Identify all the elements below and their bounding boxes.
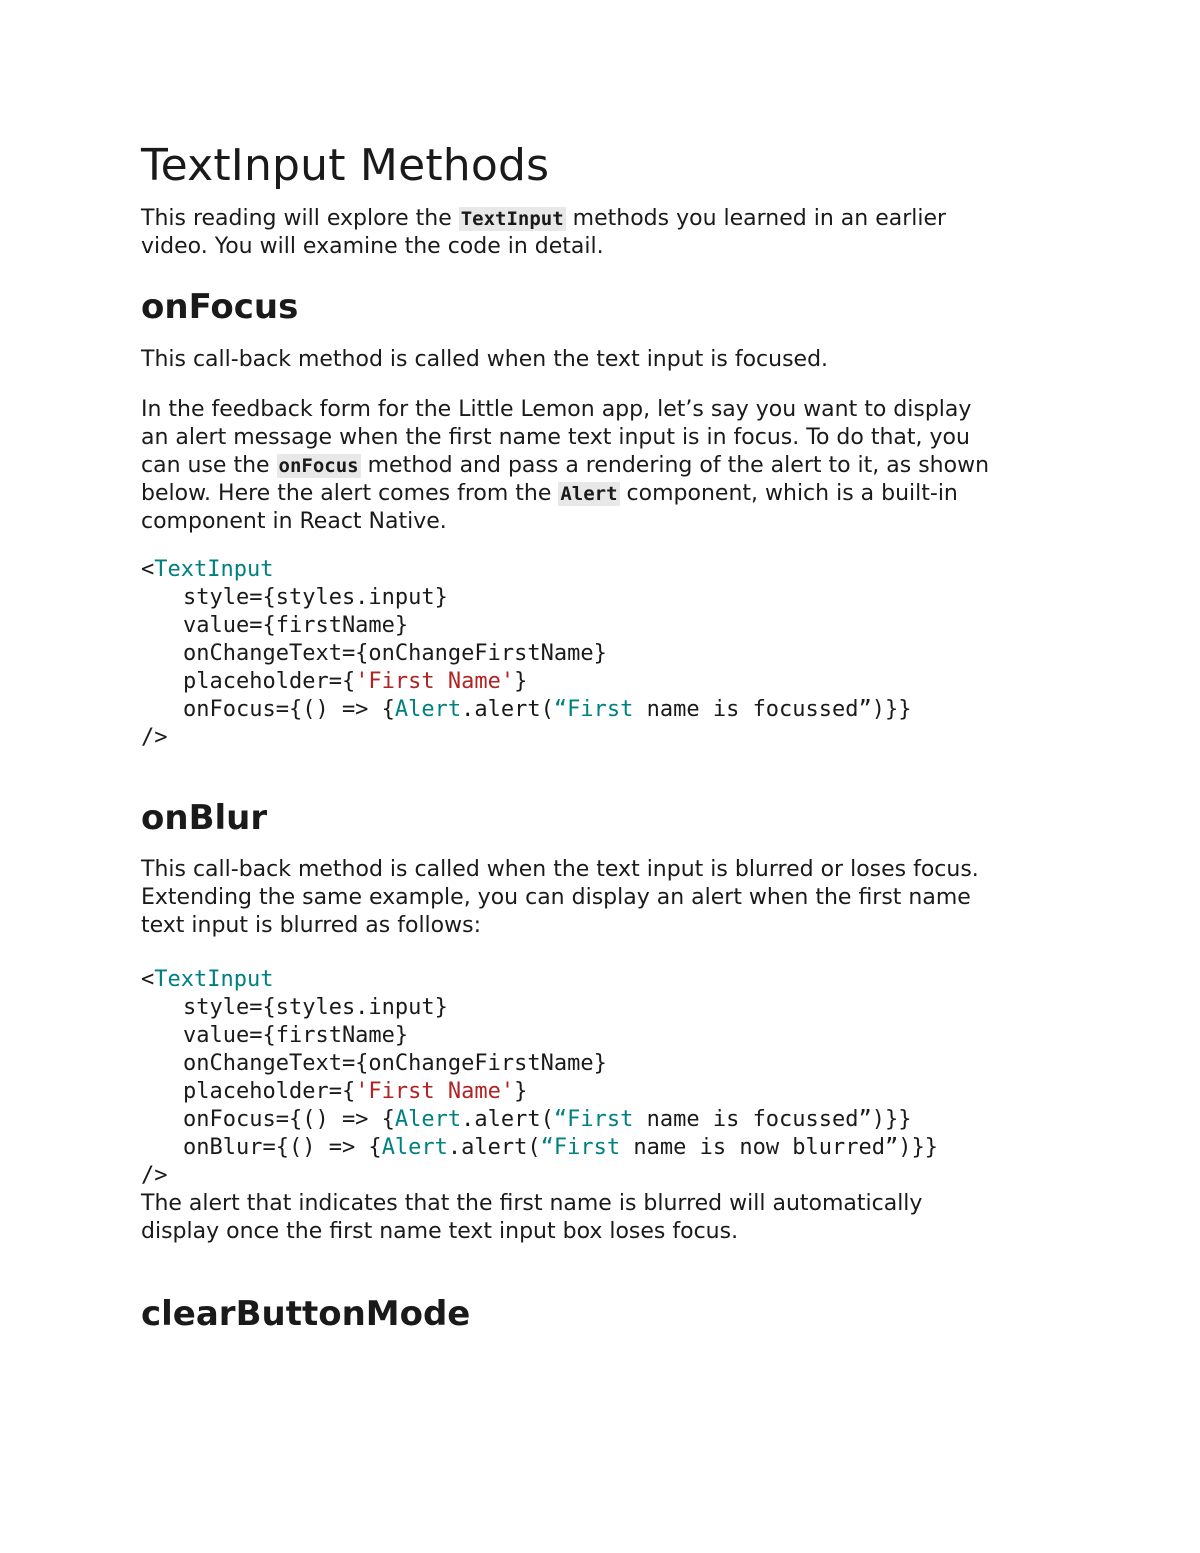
code-alert-call: .alert( bbox=[461, 696, 554, 722]
onblur-p1-line1: This call-back method is called when the text input is blurred or loses focus. bbox=[141, 857, 979, 883]
onfocus-paragraph-2 bbox=[141, 396, 1071, 536]
onblur-after-paragraph bbox=[141, 1190, 1071, 1246]
onfocus-p2-line2: an alert message when the first name text input is in focus. To do that, you bbox=[141, 424, 970, 450]
code-alert-component-3: Alert bbox=[381, 1135, 448, 1161]
code-placeholder-pre: placeholder={ bbox=[183, 668, 356, 694]
onfocus-p2-line4-after: component, which is a built-in bbox=[619, 480, 958, 506]
code-value-line-2: value={firstName} bbox=[183, 1023, 409, 1049]
code-placeholder-pre-2: placeholder={ bbox=[183, 1079, 356, 1105]
onfocus-paragraph-1: This call-back method is called when the text input is focused. bbox=[141, 346, 829, 372]
code-alert-call-3: .alert( bbox=[447, 1135, 541, 1161]
code-style-line-2: style={styles.input} bbox=[183, 995, 448, 1021]
code-onblur-pre: onBlur={() => { bbox=[183, 1135, 382, 1161]
code-alert-call-2: .alert( bbox=[461, 1107, 554, 1133]
onblur-after-line2: display once the first name text input box loses focus. bbox=[141, 1219, 739, 1245]
code-placeholder-line-2 bbox=[141, 1078, 1071, 1106]
onfocus-p2-line1: In the feedback form for the Little Lemon app, let’s say you want to display bbox=[141, 396, 972, 422]
onblur-p1-line2: Extending the same example, you can display an alert when the first name bbox=[141, 885, 971, 911]
code-placeholder-string: 'First Name' bbox=[355, 668, 515, 694]
code-alert-component-2: Alert bbox=[394, 1107, 462, 1133]
code-component: TextInput bbox=[154, 556, 274, 582]
code-focus-rest-2: name is focussed”)}} bbox=[633, 1107, 912, 1133]
heading-onfocus: onFocus bbox=[141, 286, 299, 327]
code-onchange-line-2: onChangeText={onChangeFirstName} bbox=[183, 1051, 607, 1077]
inline-code-alert: Alert bbox=[560, 482, 618, 505]
code-component-2: TextInput bbox=[154, 967, 274, 993]
code-placeholder-line bbox=[141, 668, 1071, 696]
code-focus-string-open: “First bbox=[553, 696, 634, 722]
onfocus-p2-line4-before: below. Here the alert comes from the bbox=[141, 480, 559, 506]
code-onblur-line bbox=[141, 1134, 1071, 1162]
code-placeholder-string-2: 'First Name' bbox=[355, 1079, 515, 1105]
onfocus-p2-line3-before: can use the bbox=[141, 452, 277, 478]
onblur-p1-line3: text input is blurred as follows: bbox=[141, 913, 481, 939]
code-focus-string-open-2: “First bbox=[553, 1107, 634, 1133]
code-onfocus-line bbox=[141, 696, 1071, 724]
code-lt-2: < bbox=[141, 967, 155, 993]
code-close-2: /> bbox=[141, 1163, 168, 1189]
intro-text-after: methods you learned in an earlier bbox=[565, 205, 947, 231]
code-block-onfocus bbox=[141, 556, 1071, 752]
page-title: TextInput Methods bbox=[141, 140, 550, 191]
code-blur-rest: name is now blurred”)}} bbox=[620, 1135, 939, 1161]
code-onchange-line: onChangeText={onChangeFirstName} bbox=[183, 640, 607, 666]
code-close: /> bbox=[141, 724, 168, 750]
intro-text-line2: video. You will examine the code in detail. bbox=[141, 233, 604, 259]
onfocus-p2-line5: component in React Native. bbox=[141, 508, 447, 534]
code-alert-component: Alert bbox=[394, 696, 462, 722]
onblur-paragraph bbox=[141, 856, 1071, 940]
inline-code-textinput: TextInput bbox=[460, 207, 564, 230]
code-onfocus-pre: onFocus={() => { bbox=[183, 696, 395, 722]
code-onfocus-line-2 bbox=[141, 1106, 1071, 1134]
code-placeholder-post: } bbox=[514, 668, 528, 694]
code-value-line: value={firstName} bbox=[183, 612, 409, 638]
code-block-onblur bbox=[141, 966, 1071, 1190]
onfocus-p2-line3-after: method and pass a rendering of the alert to it, as shown bbox=[360, 452, 990, 478]
onblur-after-line1: The alert that indicates that the first name is blurred will automatically bbox=[141, 1191, 923, 1217]
code-placeholder-post-2: } bbox=[514, 1079, 528, 1105]
inline-code-onfocus: onFocus bbox=[278, 454, 359, 477]
code-onfocus-pre-2: onFocus={() => { bbox=[183, 1107, 395, 1133]
heading-onblur: onBlur bbox=[141, 797, 268, 838]
intro-paragraph bbox=[141, 205, 1071, 261]
code-blur-string-open: “First bbox=[540, 1135, 621, 1161]
code-lt: < bbox=[141, 556, 155, 582]
code-focus-rest: name is focussed”)}} bbox=[633, 696, 912, 722]
intro-text-before: This reading will explore the bbox=[141, 205, 459, 231]
heading-clearbuttonmode: clearButtonMode bbox=[141, 1294, 471, 1335]
document-page bbox=[141, 140, 1071, 1335]
code-style-line: style={styles.input} bbox=[183, 584, 448, 610]
